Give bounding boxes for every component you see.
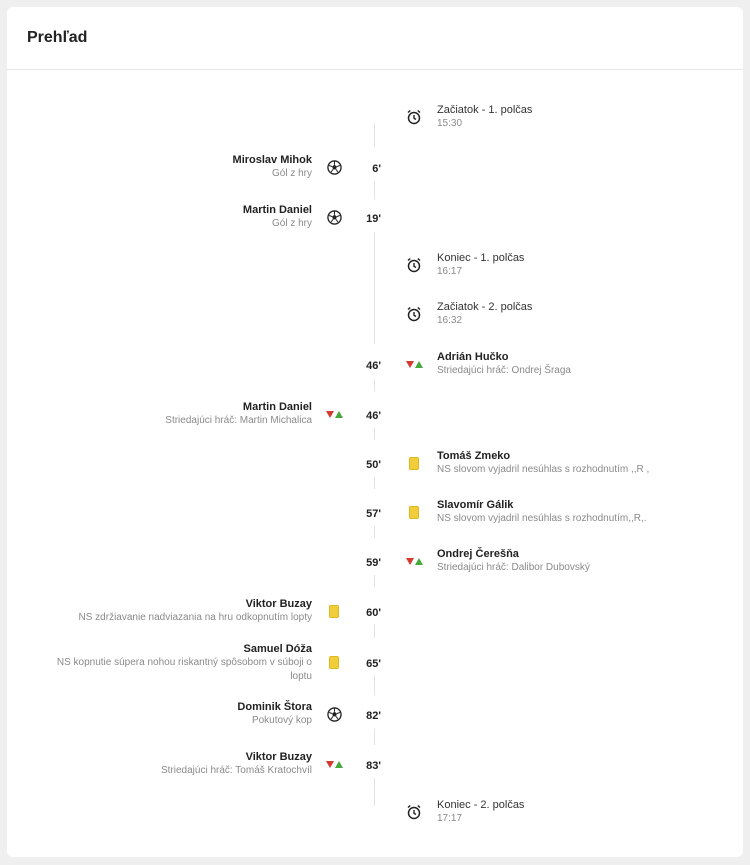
period-title: Začiatok - 1. polčas: [437, 104, 533, 116]
timeline-event-yellow-card: [7, 597, 743, 633]
event-detail: Striedajúci hráč: Dalibor Dubovský: [437, 562, 590, 573]
alarm-clock-icon: [406, 306, 422, 322]
event-detail: NS zdržiavanie nadviazania na hru odkopnutím lopty: [78, 612, 312, 623]
event-detail: NS kopnutie súpera nohou riskantný spôsobom v súboji o loptu: [56, 657, 312, 682]
soccer-ball-icon: [326, 706, 342, 722]
page-title: Prehľad: [27, 29, 88, 46]
event-minute: 82': [366, 710, 381, 722]
event-minute: 50': [366, 459, 381, 471]
timeline-event-period: [7, 251, 743, 287]
event-minute: 83': [366, 760, 381, 772]
soccer-ball-icon: [326, 209, 342, 225]
period-title: Koniec - 1. polčas: [437, 252, 525, 264]
period-time: 17:17: [437, 813, 463, 824]
overview-card: [7, 7, 743, 857]
period-title: Začiatok - 2. polčas: [437, 301, 533, 313]
timeline-event-yellow-card: [7, 498, 743, 534]
event-detail: Gól z hry: [271, 218, 312, 229]
player-name[interactable]: Martin Daniel: [242, 204, 312, 216]
player-name[interactable]: Dominik Štora: [237, 701, 312, 713]
substitution-icon: [406, 553, 422, 569]
period-time: 16:32: [437, 315, 463, 326]
yellow-card-icon: [406, 504, 422, 520]
timeline-event-goal: [7, 700, 743, 736]
timeline-event-period: [7, 103, 743, 139]
timeline-event-substitution: [7, 547, 743, 583]
timeline-event-substitution: [7, 400, 743, 436]
event-detail: Pokutový kop: [251, 715, 312, 726]
event-minute: 46': [366, 360, 381, 372]
yellow-card-icon: [406, 455, 422, 471]
timeline-event-yellow-card: [7, 449, 743, 485]
timeline-event-period: [7, 798, 743, 834]
timeline-event-goal: [7, 203, 743, 239]
event-minute: 59': [366, 557, 381, 569]
match-timeline: [7, 7, 743, 857]
alarm-clock-icon: [406, 257, 422, 273]
event-detail: Striedajúci hráč: Ondrej Šraga: [437, 365, 571, 376]
player-name[interactable]: Miroslav Mihok: [232, 154, 312, 166]
event-detail: Striedajúci hráč: Martin Michalica: [165, 415, 312, 426]
player-name[interactable]: Adrián Hučko: [437, 351, 509, 363]
event-detail: NS slovom vyjadril nesúhlas s rozhodnutím,,R,.: [437, 513, 647, 524]
substitution-icon: [326, 406, 342, 422]
alarm-clock-icon: [406, 109, 422, 125]
player-name[interactable]: Samuel Dóža: [243, 643, 312, 655]
substitution-icon: [406, 356, 422, 372]
period-title: Koniec - 2. polčas: [437, 799, 525, 811]
timeline-event-substitution: [7, 750, 743, 786]
event-detail: Striedajúci hráč: Tomáš Kratochvíl: [161, 765, 312, 776]
timeline-event-yellow-card: [7, 642, 743, 692]
player-name[interactable]: Martin Daniel: [242, 401, 312, 413]
event-minute: 6': [372, 163, 381, 175]
yellow-card-icon: [326, 654, 342, 670]
event-minute: 57': [366, 508, 381, 520]
timeline-event-substitution: [7, 350, 743, 386]
period-time: 16:17: [437, 266, 463, 277]
event-minute: 19': [366, 213, 381, 225]
alarm-clock-icon: [406, 804, 422, 820]
event-minute: 46': [366, 410, 381, 422]
player-name[interactable]: Viktor Buzay: [245, 598, 312, 610]
timeline-event-goal: [7, 153, 743, 189]
player-name[interactable]: Viktor Buzay: [245, 751, 312, 763]
yellow-card-icon: [326, 603, 342, 619]
player-name[interactable]: Ondrej Čerešňa: [437, 548, 519, 560]
event-minute: 60': [366, 607, 381, 619]
soccer-ball-icon: [326, 159, 342, 175]
player-name[interactable]: Slavomír Gálik: [437, 499, 514, 511]
event-minute: 65': [366, 658, 381, 670]
substitution-icon: [326, 756, 342, 772]
player-name[interactable]: Tomáš Zmeko: [437, 450, 511, 462]
timeline-event-period: [7, 300, 743, 336]
event-detail: Gól z hry: [271, 168, 312, 179]
event-detail: NS slovom vyjadril nesúhlas s rozhodnutím ,,R ,: [437, 464, 650, 475]
period-time: 15:30: [437, 118, 463, 129]
